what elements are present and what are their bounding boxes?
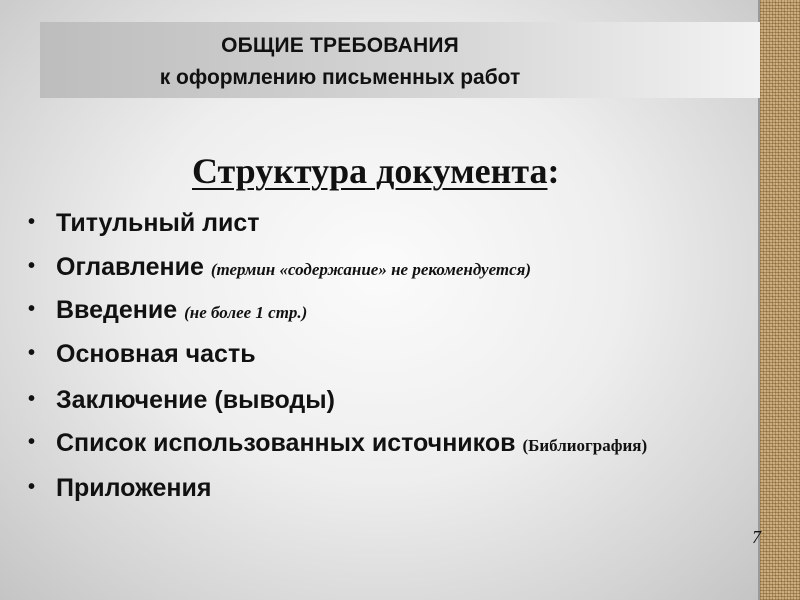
list-item-note: (не более 1 стр.) xyxy=(184,303,308,322)
list-item xyxy=(28,340,256,369)
bullet-icon: • xyxy=(28,298,36,320)
slide-subtitle: к оформлению письменных работ xyxy=(159,66,521,89)
list-item-label: Титульный лист xyxy=(56,209,260,237)
list-item-label: Введение xyxy=(56,296,178,324)
list-item-label: Заключение (выводы) xyxy=(56,386,335,414)
list-item-label: Оглавление xyxy=(56,253,204,281)
bullet-icon: • xyxy=(28,342,36,364)
section-heading-colon: : xyxy=(547,151,560,191)
list-item xyxy=(28,474,211,503)
list-item-label: Основная часть xyxy=(56,340,256,368)
list-item-note: (Библиография) xyxy=(522,436,648,455)
bullet-icon: • xyxy=(28,211,36,233)
list-item xyxy=(28,429,647,458)
list-item xyxy=(28,386,335,415)
burlap-texture-strip xyxy=(760,0,800,600)
slide-title: ОБЩИЕ ТРЕБОВАНИЯ xyxy=(221,34,459,57)
page-number: 7 xyxy=(752,527,761,547)
list-item xyxy=(28,253,531,282)
list-item-label: Список использованных источников xyxy=(56,429,516,457)
list-item xyxy=(28,209,260,238)
list-item-label: Приложения xyxy=(56,474,212,502)
list-item-note: (термин «содержание» не рекомендуется) xyxy=(210,260,532,279)
list-item xyxy=(28,296,307,325)
bullet-icon: • xyxy=(28,476,36,498)
bullet-icon: • xyxy=(28,431,36,453)
section-heading-text: Структура документа xyxy=(192,151,548,191)
bullet-icon: • xyxy=(28,388,36,410)
bullet-icon: • xyxy=(28,255,36,277)
